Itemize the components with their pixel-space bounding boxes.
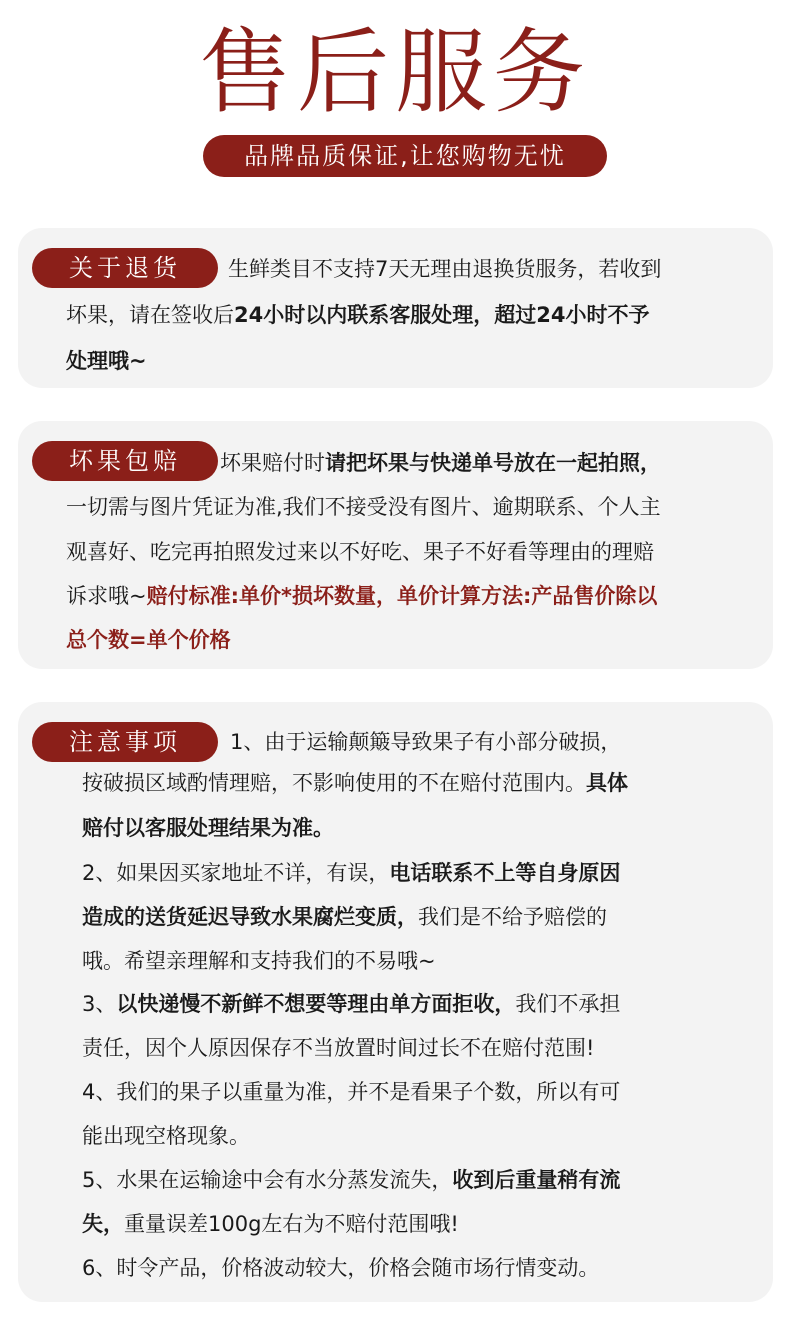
note-6-line-1: 6、时令产品，价格波动较大，价格会随市场行情变动。	[82, 1256, 600, 1280]
returns-tag: 关于退货	[32, 248, 218, 288]
compensation-line-4	[66, 581, 657, 611]
notes-card	[18, 702, 773, 1302]
returns-line-2-bold: 24小时以内联系客服处理，超过24小时不予	[234, 303, 650, 327]
note-4-line-2: 能出现空格现象。	[82, 1124, 250, 1148]
compensation-line-2: 一切需与图片凭证为准,我们不接受没有图片、逾期联系、个人主	[66, 495, 661, 519]
compensation-line-5: 总个数=单个价格	[66, 628, 231, 652]
note-5-bold-2: 失，	[82, 1212, 124, 1236]
compensation-standard: 赔付标准:单价*损坏数量，单价计算方法:产品售价除以	[146, 584, 658, 608]
note-2-text: 2、如果因买家地址不详，有误，	[82, 861, 390, 885]
note-3-text: 我们不承担	[515, 992, 621, 1016]
returns-line-3: 处理哦~	[66, 349, 147, 373]
note-2-line-2	[82, 902, 607, 932]
note-3-num: 3、	[82, 992, 117, 1016]
note-2-bold-2: 造成的送货延迟导致水果腐烂变质，	[82, 905, 418, 929]
compensation-line-1-text: 坏果赔付时	[220, 451, 325, 475]
note-2-bold: 电话联系不上等自身原因	[389, 861, 621, 885]
compensation-line-1	[220, 448, 661, 478]
compensation-line-3: 观喜好、吃完再拍照发过来以不好吃、果子不好看等理由的理赔	[66, 540, 654, 564]
note-5-text-2: 重量误差100g左右为不赔付范围哦!	[124, 1212, 459, 1236]
note-2-line-1	[82, 858, 620, 888]
note-2-text-2: 我们是不给予赔偿的	[418, 905, 607, 929]
returns-card	[18, 228, 773, 388]
note-1-line-2	[82, 768, 628, 798]
note-1-line-1: 1、由于运输颠簸导致果子有小部分破损，	[230, 730, 622, 754]
note-1-line-3: 赔付以客服处理结果为准。	[82, 816, 334, 840]
note-3-line-2: 责任，因个人原因保存不当放置时间过长不在赔付范围!	[82, 1036, 595, 1060]
note-3-bold: 以快递慢不新鲜不想要等理由单方面拒收，	[116, 992, 516, 1016]
compensation-line-1-bold: 请把坏果与快递单号放在一起拍照，	[325, 451, 661, 475]
subtitle-badge: 品牌品质保证,让您购物无忧	[203, 135, 607, 177]
compensation-tag: 坏果包赔	[32, 441, 218, 481]
notes-tag: 注意事项	[32, 722, 218, 762]
note-5-line-2	[82, 1209, 459, 1239]
note-5-text: 5、水果在运输途中会有水分蒸发流失，	[82, 1168, 453, 1192]
note-4-line-1: 4、我们的果子以重量为准，并不是看果子个数，所以有可	[82, 1080, 621, 1104]
compensation-line-4-text: 诉求哦~	[66, 584, 147, 608]
note-5-bold: 收到后重量稍有流	[452, 1168, 621, 1192]
note-3-line-1	[82, 989, 620, 1019]
note-5-line-1	[82, 1165, 620, 1195]
compensation-card	[18, 421, 773, 669]
returns-line-2-text: 坏果，请在签收后	[66, 303, 234, 327]
note-1-bold: 具体	[586, 771, 628, 795]
note-1-text: 按破损区域酌情理赔，不影响使用的不在赔付范围内。	[82, 771, 586, 795]
note-2-line-3: 哦。希望亲理解和支持我们的不易哦~	[82, 949, 436, 973]
page-title: 售后服务	[198, 19, 591, 126]
returns-line-1: 生鲜类目不支持7天无理由退换货服务，若收到	[228, 257, 662, 281]
returns-line-2	[66, 300, 649, 330]
